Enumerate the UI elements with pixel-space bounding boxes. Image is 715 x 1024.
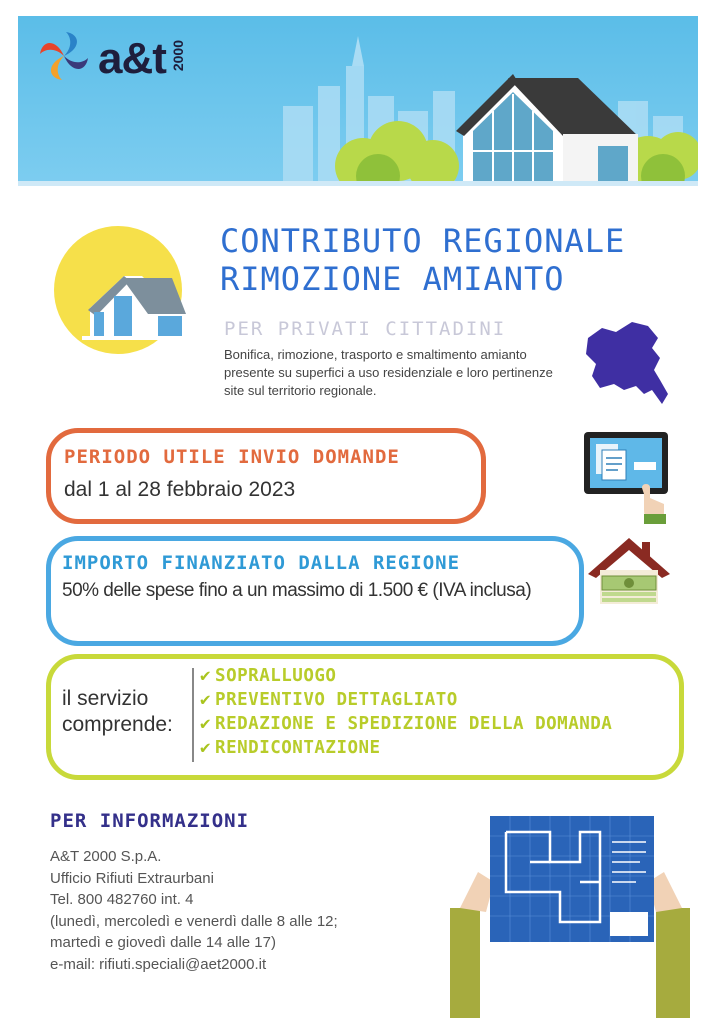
service-item: ✔ REDAZIONE E SPEDIZIONE DELLA DOMANDA: [200, 714, 613, 734]
service-label-line1: il servizio: [62, 687, 149, 710]
region-map-icon: [580, 318, 672, 408]
description-line1: Bonifica, rimozione, trasporto e smaltimento amianto: [224, 347, 527, 362]
service-item: ✔ RENDICONTAZIONE: [200, 738, 381, 758]
house-circle-icon: [52, 226, 192, 366]
info-hours-2: martedì e giovedì dalle 14 alle 17): [50, 934, 276, 951]
logo-swirl-icon: [36, 28, 92, 84]
check-icon: ✔: [200, 690, 212, 710]
service-label-line2: comprende:: [62, 713, 173, 736]
info-company: A&T 2000 S.p.A.: [50, 848, 162, 865]
info-contact: [50, 846, 338, 975]
period-text: dal 1 al 28 febbraio 2023: [64, 478, 296, 501]
main-title-line2: RIMOZIONE AMIANTO: [220, 260, 565, 298]
info-email: e-mail: rifiuti.speciali@aet2000.it: [50, 955, 267, 973]
check-icon: ✔: [200, 714, 212, 734]
logo-year: 2000: [170, 40, 186, 72]
main-title-line1: CONTRIBUTO REGIONALE: [220, 222, 626, 260]
service-label: [62, 686, 173, 738]
tablet-form-icon: [584, 432, 670, 524]
logo-text: a&t: [98, 34, 166, 83]
service-item: ✔ PREVENTIVO DETTAGLIATO: [200, 690, 458, 710]
period-title: PERIODO UTILE INVIO DOMANDE: [64, 446, 400, 468]
description-line3: site sul territorio regionale.: [224, 383, 377, 398]
service-list: [200, 664, 612, 760]
service-divider: [192, 668, 194, 762]
service-item: ✔ SOPRALLUOGO: [200, 666, 337, 686]
main-title: [220, 222, 625, 298]
period-box: [46, 428, 486, 524]
description-line2: presente su superfici a uso residenziale e loro pertinenze: [224, 365, 553, 380]
check-icon: ✔: [200, 666, 212, 686]
info-phone: Tel. 800 482760 int. 4: [50, 891, 194, 908]
amount-text: 50% delle spese fino a un massimo di 1.500 € (IVA inclusa): [62, 580, 532, 601]
info-title: PER INFORMAZIONI: [50, 810, 250, 832]
info-office: Ufficio Rifiuti Extraurbani: [50, 869, 214, 887]
blueprint-hands-icon: [450, 812, 695, 1018]
amount-title: IMPORTO FINANZIATO DALLA REGIONE: [62, 552, 461, 574]
house-money-icon: [586, 534, 672, 606]
subtitle: PER PRIVATI CITTADINI: [224, 318, 507, 340]
info-hours-1: (lunedì, mercoledì e venerdì dalle 8 alle 12;: [50, 912, 338, 930]
description: [224, 346, 569, 400]
check-icon: ✔: [200, 738, 212, 758]
